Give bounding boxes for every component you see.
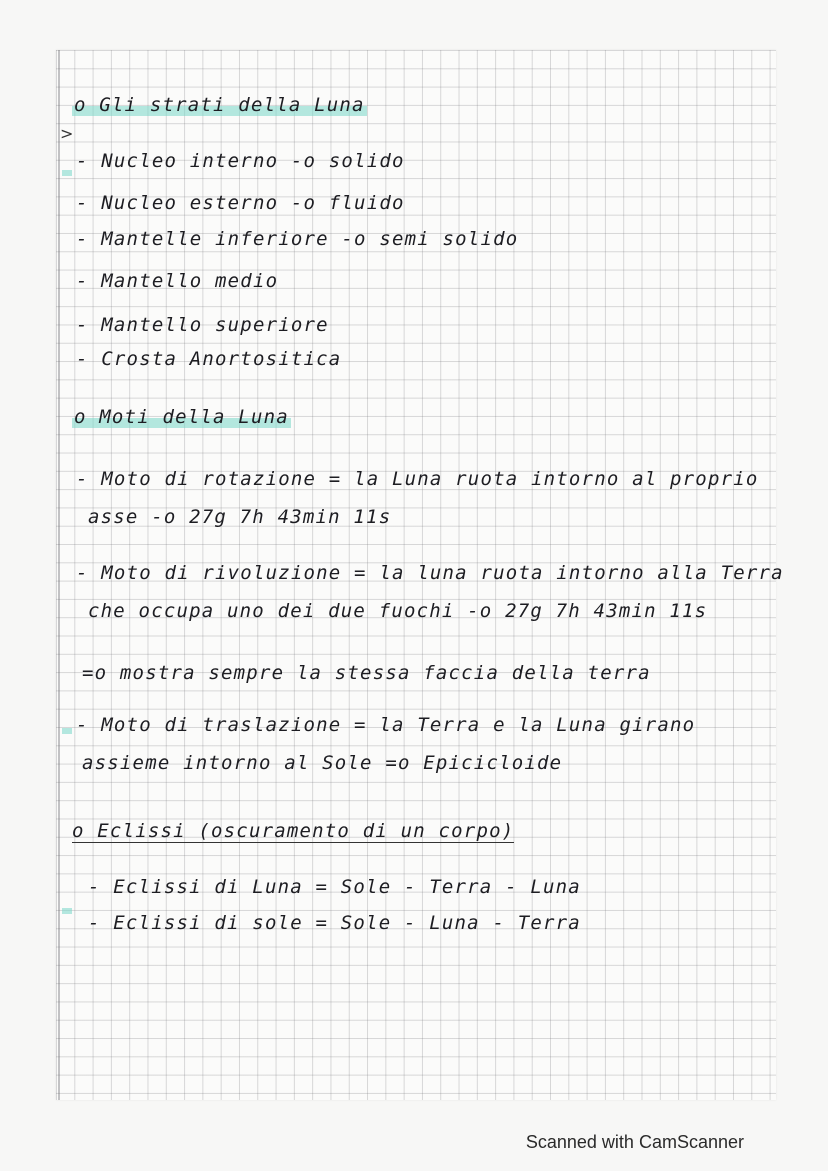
- rotation-line-1: - Moto di rotazione = la Luna ruota intorno al proprio: [76, 468, 759, 490]
- layer-item: - Nucleo interno -o solido: [76, 150, 405, 172]
- translation-line-1: - Moto di traslazione = la Terra e la Luna girano: [76, 714, 696, 736]
- layer-item: - Mantello medio: [76, 270, 279, 292]
- translation-line-2: assieme intorno al Sole =o Epicicloide: [82, 752, 563, 774]
- heading-eclissi-text: o Eclissi (oscuramento di un corpo): [72, 820, 515, 842]
- layer-item: - Crosta Anortositica: [76, 348, 342, 370]
- heading-strati: [72, 94, 367, 116]
- heading-moti-text: o Moti della Luna: [74, 406, 289, 428]
- revolution-line-2: che occupa uno dei due fuochi -o 27g 7h 43min 11s: [88, 600, 708, 622]
- heading-eclissi: [72, 820, 514, 842]
- layer-item: - Mantelle inferiore -o semi solido: [76, 228, 519, 250]
- rotation-line-2: asse -o 27g 7h 43min 11s: [88, 506, 392, 528]
- check-mark-icon: >: [60, 124, 74, 143]
- highlighter-mark: [62, 728, 72, 734]
- camscanner-watermark: Scanned with CamScanner: [525, 1132, 744, 1152]
- highlighter-mark: [62, 170, 72, 176]
- revolution-line-3: =o mostra sempre la stessa faccia della terra: [82, 662, 651, 684]
- margin-line: [58, 50, 60, 1100]
- eclipse-sole-line: - Eclissi di sole = Sole - Luna - Terra: [88, 912, 581, 934]
- heading-moti: [72, 406, 291, 428]
- layer-item: - Nucleo esterno -o fluido: [76, 192, 405, 214]
- layer-item: - Mantello superiore: [76, 314, 329, 336]
- eclipse-luna-line: - Eclissi di Luna = Sole - Terra - Luna: [88, 876, 581, 898]
- heading-strati-text: o Gli strati della Luna: [74, 94, 365, 116]
- revolution-line-1: - Moto di rivoluzione = la luna ruota intorno alla Terra: [76, 562, 784, 584]
- highlighter-mark: [62, 908, 72, 914]
